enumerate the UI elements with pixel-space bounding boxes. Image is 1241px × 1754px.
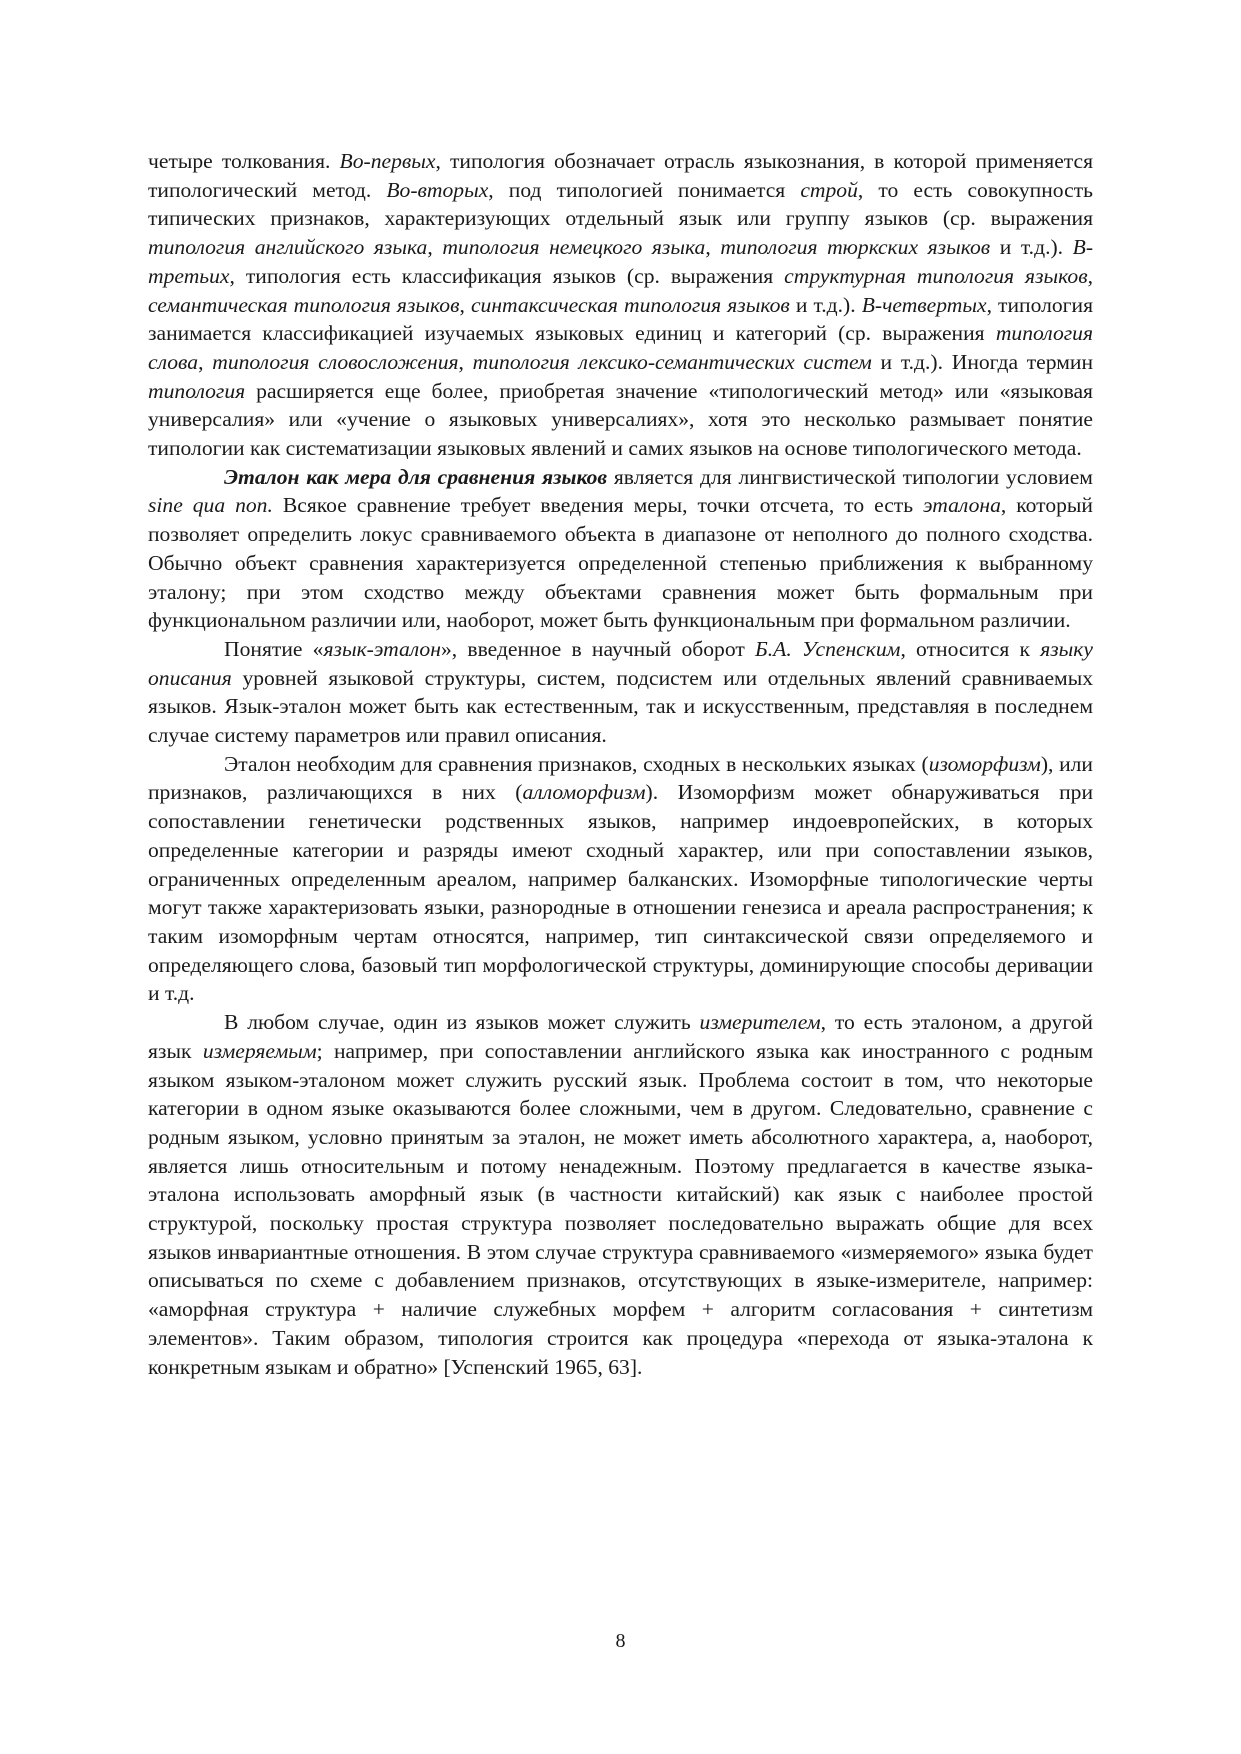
italic-term: В-четвертых [861, 292, 987, 317]
italic-term: язык-эталон [323, 636, 441, 661]
italic-term: Во-вторых [386, 177, 489, 202]
italic-term: типология слова [148, 321, 1093, 374]
italic-term: В-третьих [148, 235, 1094, 288]
text-run: Всякое сравнение требует введения меры, точки отсчета, то есть [272, 493, 924, 518]
text-run: и т.д.). [990, 235, 1073, 260]
text-run: является для лингвистической типологии условием [607, 464, 1093, 489]
paragraph-language-etalon [148, 635, 1093, 750]
italic-term: структурная типология языков [784, 263, 1088, 288]
paragraph-isomorphism [148, 750, 1093, 1008]
italic-term: алломорфизм [522, 780, 646, 805]
text-run: Эталон необходим для сравнения признаков, сходных в нескольких языках ( [224, 751, 929, 776]
text-run: и т.д.). [789, 292, 862, 317]
italic-term: Во-первых [339, 149, 436, 173]
text-run: , то есть совокупность типических признаков, характеризующих отдельный язык или группу языков (ср. выражения [148, 177, 1094, 231]
text-run: Понятие « [224, 636, 324, 661]
text-run: , [459, 292, 471, 317]
text-run: , типология занимается классификацией изучаемых языковых единиц и категорий (ср. выражения [148, 292, 1094, 346]
text-run: , [198, 349, 213, 374]
italic-term: синтаксическая типология языков [470, 292, 790, 317]
text-run: ). Изоморфизм может обнаруживаться при сопоставлении генетически родственных языков, например индоевропейских, в которых определенные категории и разряды имеют сходный характер, или при сопоставлении языков, ограниченных определенным ареалом, например балканских. Изоморфные типологические черты могут также характеризовать языки, разнородные в отношении генезиса и ареала распространения; к таким изоморфным чертам относятся, например, тип синтаксической связи определяемого и определяющего слова, базовый тип морфологической структуры, доминирующие способы деривации и т.д. [148, 780, 1093, 1006]
italic-term: типология [148, 378, 246, 403]
text-run: , под типологией понимается [488, 177, 801, 202]
text-run: , относится к [900, 636, 1041, 661]
paragraph-measurer-language [148, 1008, 1093, 1381]
page-number: 8 [615, 1630, 626, 1652]
italic-term: измеряемым [202, 1038, 317, 1063]
italic-term: строй [800, 177, 858, 202]
paragraph-etalon-measure [148, 463, 1093, 635]
text-run: и т.д.). Иногда термин [871, 349, 1094, 374]
text-run: В любом случае, один из языков может служить [224, 1010, 700, 1035]
italic-term: изоморфизм [928, 751, 1041, 776]
text-run: », введенное в научный оборот [440, 636, 756, 661]
italic-term: измерителем [699, 1010, 821, 1035]
text-run: , то есть эталоном, а другой язык [148, 1010, 1093, 1063]
italic-term: типология английского языка [148, 235, 428, 260]
italic-term: типология тюркских языков [720, 235, 991, 260]
text-run: уровней языковой структуры, систем, подсистем или отдельных явлений сравниваемых языков. Язык-эталон может быть как естественным, так и искусственным, представляя в последнем случае систему параметров или правил описания. [148, 665, 1093, 748]
text-run: ; например, при сопоставлении английского языка как иностранного с родным языком языком-эталоном может служить русский язык. Проблема состоит в том, что некоторые категории в одном языке оказываются более сложными, чем в другом. Следовательно, сравнение с родным языком, условно принятым за эталон, не может иметь абсолютного характера, а, наоборот, является лишь относительным и потому ненадежным. Поэтому предлагается в качестве языка-эталона использовать аморфный язык (в частности китайский) как язык с наиболее простой структурой, поскольку простая структура позволяет последовательно выражать общие для всех языков инвариантные отношения. В этом случае структура сравниваемого «измеряемого» языка будет описываться по схеме с добавлением признаков, отсутствующих в языке-измерителе, например: «аморфная структура + наличие служебных морфем + алгоритм согласования + синтетизм элементов». Таким образом, типология строится как процедура «перехода от языка-эталона к конкретным языкам и обратно» [Успенский 1965, 63]. [148, 1038, 1093, 1379]
text-run: , типология есть классификация языков (ср. выражения [229, 263, 785, 288]
text-run: ), или признаков, различающихся в них ( [148, 751, 1093, 805]
text-run: , [705, 235, 721, 260]
italic-term: языку описания [148, 636, 1093, 690]
italic-term: типология немецкого языка [442, 235, 706, 260]
italic-term: типология лексико-семантических систем [472, 349, 872, 374]
bold-italic-term: Эталон как мера для сравнения языков [224, 464, 608, 489]
italic-term: типология словосложения [212, 349, 459, 374]
text-run: четыре толкования. [148, 149, 340, 173]
text-run: , который позволяет определить локус сравниваемого объекта в диапазоне от неполного до полного сходства. Обычно объект сравнения характеризуется определенной степенью приближения к выбранному эталону; при этом сходство между объектами сравнения может быть формальным при функциональном различии или, наоборот, может быть функциональным при формальном различии. [148, 493, 1093, 633]
paragraph-typology-meanings [148, 147, 1093, 463]
text-run: , [427, 235, 443, 260]
document-body [148, 147, 1093, 1381]
italic-term: семантическая типология языков [148, 292, 460, 317]
text-run: , [458, 349, 473, 374]
italic-term: эталона [923, 493, 1001, 518]
italic-term: sine qua non. [148, 493, 273, 518]
text-run: расширяется еще более, приобретая значение «типологический метод» или «языковая универсалия» или «учение о языковых универсалиях», хотя это несколько размывает понятие типологии как систематизации языковых явлений и самих языков на основе типологического метода. [148, 378, 1093, 461]
italic-term: Б.А. Успенским [755, 636, 901, 661]
text-run: , типология обозначает отрасль языкознания, в которой применяется типологический метод. [148, 149, 1093, 202]
text-run: , [1087, 263, 1093, 288]
